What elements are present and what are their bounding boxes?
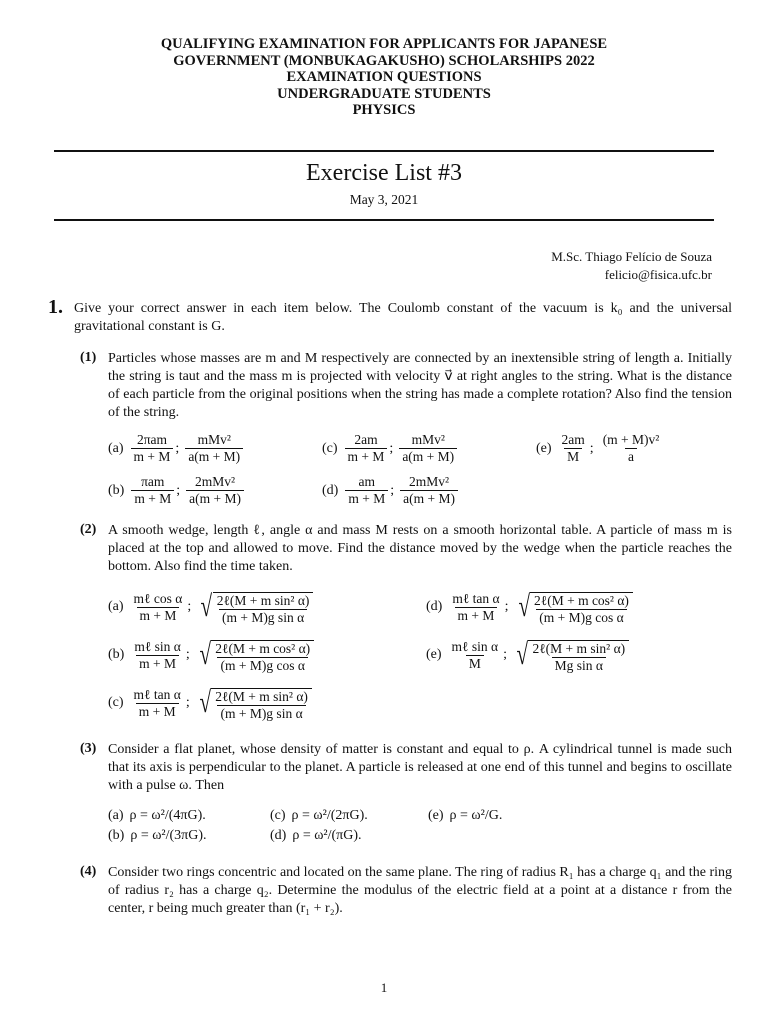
option-text: ρ = ω²/G.	[449, 808, 503, 823]
option-text: ρ = ω²/(3πG).	[130, 828, 207, 843]
item-2-option-b[interactable]: (b) $\frac{\text{mℓ sin α}}{m + M}$ ; √ $\frac{\text{2ℓ(M + m cos² α)}}{\text{(m + M)g cos α}}$	[108, 636, 314, 674]
option-text: ρ = ω²/(πG).	[292, 828, 362, 843]
item-2-option-d[interactable]: (d) $\frac{\text{mℓ tan α}}{m + M}$ ; √ $\frac{\text{2ℓ(M + m cos² α)}}{\text{(m + M)g cos α}}$	[426, 588, 633, 626]
denominator: a(m + M)	[400, 490, 458, 507]
header-line-1: QUALIFYING EXAMINATION FOR APPLICANTS FOR JAPANESE	[160, 36, 608, 52]
numerator: 2am	[561, 432, 585, 447]
numerator: mℓ sin α	[451, 638, 499, 654]
fraction	[131, 639, 184, 672]
denominator: a(m + M)	[186, 490, 244, 507]
fraction	[131, 591, 186, 624]
item-4-text: Consider two rings concentric and located on the same plane. The ring of radius R₁ has a charge q₁ and the ring of radius r₂ has a charge q₂. Determine the modulus of the electric field at a point at a distance r from the center, r being much greater than (r₁ + r₂).	[108, 865, 732, 916]
denominator: a(m + M)	[185, 448, 243, 465]
square-root: √ $\frac{\text{2ℓ(M + m cos² α)}}{\text{(m + M)g cos α}}$	[197, 636, 314, 674]
item-1-option-a[interactable]: (a) $\frac{\text{2πam}}{m + M}$ ; $\frac{\text{mMv²}}{a(m + M)}$	[108, 432, 244, 465]
numerator: 2ℓ(M + m sin² α)	[532, 641, 626, 656]
fraction	[345, 474, 388, 507]
square-root: √ $\frac{\text{2ℓ(M + m sin² α)}}{\text{(m + M)g sin α}}$	[198, 588, 313, 626]
option-label: (e)	[428, 808, 444, 823]
question-number: 1.	[48, 296, 63, 318]
denominator: Mg sin α	[552, 657, 606, 674]
numerator: mℓ tan α	[133, 686, 181, 702]
fraction	[559, 432, 588, 465]
numerator: 2ℓ(M + m cos² α)	[533, 593, 629, 608]
denominator: (m + M)g cos α	[217, 657, 307, 674]
denominator: a	[625, 448, 637, 465]
option-label: (d)	[322, 482, 339, 498]
item-1-option-c[interactable]: (c) $\frac{2am}{m + M}$ ; $\frac{\text{mMv²}}{a(m + M)}$	[322, 432, 458, 465]
numerator: mℓ sin α	[134, 638, 181, 654]
question-intro: Give your correct answer in each item below. The Coulomb constant of the vacuum is k₀ and the universal gravitational constant is G.	[74, 301, 732, 334]
numerator: 2πam	[136, 432, 168, 447]
denominator: a(m + M)	[399, 448, 457, 465]
numerator: 2ℓ(M + m sin² α)	[216, 593, 310, 608]
option-label: (e)	[536, 440, 552, 456]
denominator: m + M	[136, 655, 179, 672]
item-1-label: (1)	[80, 350, 97, 365]
option-label: (c)	[108, 695, 124, 710]
denominator: m + M	[131, 448, 174, 465]
option-label: (c)	[270, 808, 286, 823]
fraction	[399, 432, 457, 465]
numerator: 2ℓ(M + m cos² α)	[215, 641, 311, 656]
top-rule	[54, 150, 714, 152]
option-label: (e)	[426, 647, 442, 662]
item-1-option-d[interactable]: (d) $\frac{am}{m + M}$ ; $\frac{\text{2mMv²}}{a(m + M)}$	[322, 474, 459, 507]
header-line-5: PHYSICS	[352, 102, 416, 118]
option-label: (c)	[322, 440, 338, 456]
item-3-option-e[interactable]	[428, 808, 502, 824]
fraction	[449, 591, 502, 624]
item-2-label: (2)	[80, 522, 97, 537]
header-line-4: UNDERGRADUATE STUDENTS	[277, 85, 491, 102]
item-4-label: (4)	[80, 864, 97, 879]
item-2-option-c[interactable]: (c) $\frac{\text{mℓ tan α}}{m + M}$ ; √ $\frac{\text{2ℓ(M + m sin² α)}}{\text{(m + M)g sin α}}$	[108, 684, 312, 722]
page-title: Exercise List #3	[306, 160, 462, 186]
numerator: 2mMv²	[194, 474, 236, 489]
fraction	[449, 639, 502, 672]
option-label: (b)	[108, 647, 125, 662]
square-root: √ $\frac{\text{2ℓ(M + m sin² α)}}{\text{Mg sin α}}$	[514, 636, 629, 674]
fraction	[345, 432, 388, 465]
item-3-option-b[interactable]	[108, 828, 207, 844]
denominator: (m + M)g sin α	[217, 705, 305, 722]
fraction	[185, 432, 243, 465]
numerator: 2mMv²	[408, 474, 450, 489]
item-3-option-d[interactable]	[270, 828, 362, 844]
page-date: May 3, 2021	[349, 192, 419, 207]
item-3-option-c[interactable]	[270, 808, 368, 824]
item-2-text: A smooth wedge, length ℓ, angle α and mass M rests on a smooth horizontal table. A particle of mass m is placed at the top and allowed to move. Find the distance moved by the wedge when the particle reaches the bottom. Also find the time taken.	[108, 523, 732, 574]
option-text: ρ = ω²/(4πG).	[129, 808, 206, 823]
item-3-option-a[interactable]	[108, 808, 206, 824]
author-name: M.Sc. Thiago Felício de Souza	[551, 249, 712, 264]
denominator: (m + M)g cos α	[536, 609, 626, 626]
header-line-2: GOVERNMENT (MONBUKAGAKUSHO) SCHOLARSHIPS 2022	[173, 52, 595, 69]
numerator: mMv²	[411, 432, 445, 447]
numerator: mℓ tan α	[452, 590, 500, 606]
square-root: √ $\frac{\text{2ℓ(M + m cos² α)}}{\text{(m + M)g cos α}}$	[516, 588, 633, 626]
option-label: (a)	[108, 440, 124, 456]
denominator: M	[466, 655, 484, 672]
fraction	[131, 474, 174, 507]
item-1-option-b[interactable]: (b) $\frac{\text{πam}}{m + M}$ ; $\frac{\text{2mMv²}}{a(m + M)}$	[108, 474, 245, 507]
denominator: m + M	[345, 448, 388, 465]
denominator: m + M	[345, 490, 388, 507]
denominator: m + M	[455, 607, 498, 624]
item-3-text: Consider a flat planet, whose density of matter is constant and equal to ρ. A cylindrical tunnel is made such that its axis is perpendicular to the planet. A particle is released at one end of this tunnel and begins to oscillate with a pulse ω. Then	[108, 742, 732, 793]
denominator: m + M	[131, 490, 174, 507]
numerator: mMv²	[197, 432, 231, 447]
option-text: ρ = ω²/(2πG).	[291, 808, 368, 823]
denominator: M	[564, 448, 582, 465]
item-3-label: (3)	[80, 741, 97, 756]
item-1-text: Particles whose masses are m and M respectively are connected by an inextensible string of length a. Initially the string is taut and the mass m is projected with velocity v⃗ at right angles to the string. What is the distance of each particle from the original positions when the string has made a complete rotation? Also find the tension of the string.	[108, 351, 732, 420]
fraction	[186, 474, 244, 507]
denominator: m + M	[136, 703, 179, 720]
option-label: (b)	[108, 828, 125, 843]
numerator: πam	[141, 474, 165, 489]
header-line-3: EXAMINATION QUESTIONS	[286, 69, 482, 85]
author-email: felicio@fisica.ufc.br	[604, 267, 712, 282]
denominator: (m + M)g sin α	[219, 609, 307, 626]
denominator: m + M	[137, 607, 180, 624]
numerator: mℓ cos α	[133, 590, 183, 606]
fraction	[600, 432, 663, 465]
item-2-option-e[interactable]: (e) $\frac{\text{mℓ sin α}}{M}$ ; √ $\frac{\text{2ℓ(M + m sin² α)}}{\text{Mg sin α}}$	[426, 636, 629, 674]
item-1-option-e[interactable]: (e) $\frac{2am}{M}$ ; $\frac{\text{(m + M)v²}}{a}$	[536, 432, 663, 465]
page-number: 1	[380, 980, 388, 995]
fraction	[131, 687, 184, 720]
option-label: (d)	[426, 599, 443, 614]
fraction	[400, 474, 458, 507]
option-label: (a)	[108, 599, 124, 614]
author-block	[551, 248, 712, 284]
bottom-rule	[54, 219, 714, 221]
square-root: √ $\frac{\text{2ℓ(M + m sin² α)}}{\text{(m + M)g sin α}}$	[197, 684, 312, 722]
option-label: (d)	[270, 828, 287, 843]
option-label: (a)	[108, 808, 124, 823]
item-2-option-a[interactable]: (a) $\frac{\text{mℓ cos α}}{m + M}$ ; √ $\frac{\text{2ℓ(M + m sin² α)}}{\text{(m + M)g sin α}}$	[108, 588, 313, 626]
numerator: 2ℓ(M + m sin² α)	[215, 689, 308, 704]
numerator: (m + M)v²	[602, 432, 660, 447]
fraction	[131, 432, 174, 465]
exam-header	[0, 36, 768, 119]
numerator: 2am	[354, 432, 378, 447]
option-label: (b)	[108, 482, 125, 498]
numerator: am	[358, 474, 376, 489]
